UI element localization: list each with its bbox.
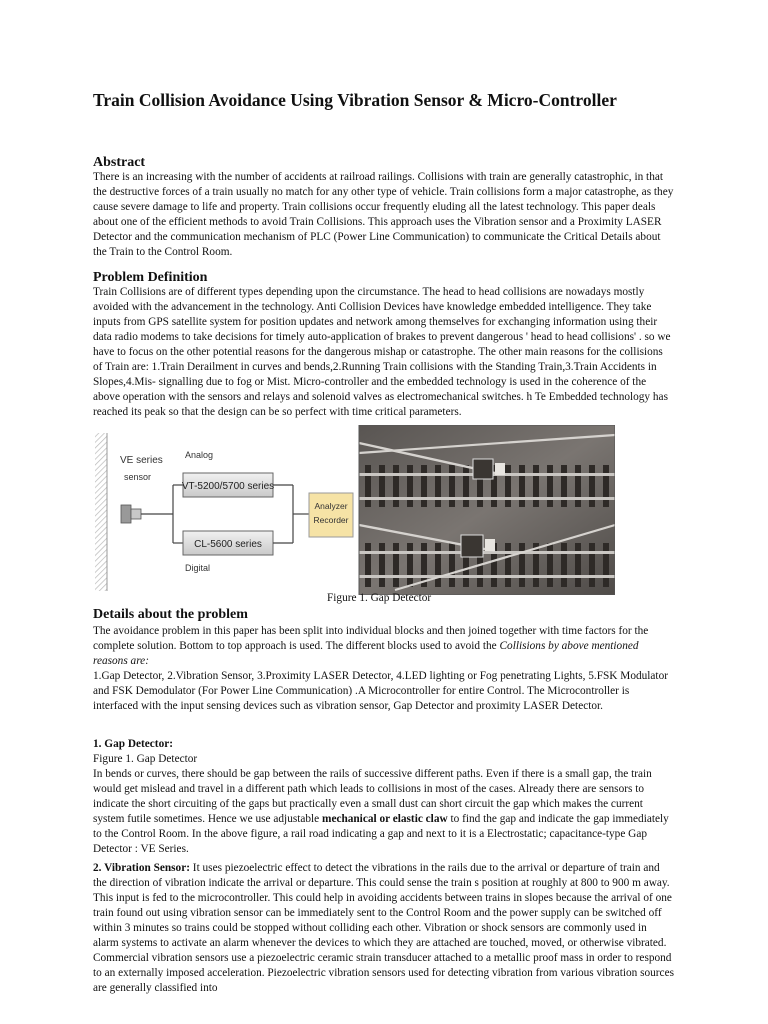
rail-gap-photo <box>359 425 615 595</box>
figure-caption: Figure 1. Gap Detector <box>327 592 432 604</box>
recorder-label: Recorder <box>313 515 349 525</box>
gap-heading: 1. Gap Detector: <box>93 738 173 750</box>
problem-heading: Problem Definition <box>93 270 208 285</box>
gap-figure-ref: Figure 1. Gap Detector <box>93 753 198 765</box>
details-text <box>93 624 675 714</box>
abstract-heading: Abstract <box>93 155 146 170</box>
problem-text: Train Collisions are of different types depending upon the circumstance. The head to head collisions are nowadays mostly avoided with the advancement in the technology. Anti Collision Devices have knowledge embedded intelligence. They take inputs from GPS satellite system for position updates and network among themselves for exchanging information using their data radio modems to take decisions for timely auto-application of brakes to prevent dangerous ' head to head collisions' . so we have to focus on the other potential reasons for the dangerous mishap or catastrophe. The other main reasons for the collisions of Train are: 1.Train Derailment in curves and bends,2.Running Train collisions with the Standing Train,3.Train Accidents in Slopes,4.Mis- signalling due to fog or Mist. Micro-controller and the embedded technology is used in the coherence of the above operation with the sensors and relays and solenoid valves as electromechanical switches. h Te Embedded technology has reached its peak so that the design can be so perfect with time critical parameters. <box>93 286 671 418</box>
abstract-text: There is an increasing with the number of accidents at railroad railings. Collisions with train are generally catastrophic, in that the destructive forces of a train usually no match for any other type of vehicle. Train collisions form a major catastrophe, as they cause severe damage to life and property. Train collisions occur frequently eluding all the latest technology. This paper deals about one of the efficient methods to avoid Train Collisions. This approach uses the Vibration sensor and a Proximity LASER Detector and the communication mechanism of PLC (Power Line Communication) to communicate the Critical Details about the Train to the Control Room. <box>93 171 674 258</box>
digital-label: Digital <box>185 563 211 573</box>
details-text-italic: Collisions by above mentioned reasons are: <box>93 640 639 667</box>
gap-detector-figure-svg <box>95 425 615 595</box>
vibration-section <box>93 861 675 996</box>
sensor-icon <box>121 505 131 523</box>
paper-title: Train Collision Avoidance Using Vibration Sensor & Micro-Controller <box>93 90 617 110</box>
cl-series-label: CL-5600 series <box>194 539 262 550</box>
sensor-label: sensor <box>124 472 152 482</box>
vibration-heading: 2. Vibration Sensor: <box>93 862 190 874</box>
block-diagram <box>95 433 353 591</box>
gap-text-1: In bends or curves, there should be gap between the rails of successive different paths. Even if there is a small gap, the train would get mislead and travel in a different path which leads to collisions in most of the cases. Already there are sensors to indicate the short circuiting of the gaps but practically even a small dust can short circuit the gap which makes the current system futile sometimes. Hence we use adjustable <box>93 768 652 825</box>
details-text-2: 1.Gap Detector, 2.Vibration Sensor, 3.Proximity LASER Detector, 4.LED lighting or Fog penetrating Lights, 5.FSK Modulator and FSK Demodulator (For Power Line Communication) .A Microcontroller for entire Control. The Microcontroller is interfaced with the input sensing devices such as vibration sensor, Gap Detector and proximity LASER Detector. <box>93 670 668 712</box>
gap-section <box>93 737 675 857</box>
gap-text-bold: mechanical or elastic claw <box>322 813 448 825</box>
analog-label: Analog <box>185 450 214 460</box>
analyzer-label: Analyzer <box>314 501 348 511</box>
vibration-text: It uses piezoelectric effect to detect the vibrations in the rails due to the arrival or departure of train and the direction of vibration indicate the arrival or departure. This could sense the train s position at roughly at 800 to 900 m away. This input is fed to the microcontroller. This could help in avoiding accidents between trains in slopes because the arrival of one train found out using vibration sensor can be immediately sent to the Control Room and the power supply can be switched off within 3 minutes so trains could be stopped without colliding each other. Vibration or shock sensors are commonly used in alarm systems to activate an alarm whenever the devices to which they are attached are touched, moved, or otherwise vibrated. Commercial vibration sensors use a piezoelectric ceramic strain transducer attached to a metallic proof mass in order to respond to an externally imposed acceleration. Piezoelectric vibration sensors used for detecting vibration from various vibration sources are generally classified into <box>93 862 674 994</box>
gap-text-2: to find the gap and indicate the gap immediately to the Control Room. In the above figure, a rail road indicating a gap and next to it is a Electrostatic; capacitance-type Gap Detector : VE Series. <box>93 813 669 855</box>
vt-series-label: VT-5200/5700 series <box>181 481 275 492</box>
details-heading: Details about the problem <box>93 607 248 622</box>
gap-detector-figure <box>95 425 615 595</box>
details-text-1: The avoidance problem in this paper has been split into individual blocks and then joined together with time factors for the complete solution. Bottom to top approach is used. The different blocks used to avoid the <box>93 625 649 652</box>
hatched-wall <box>95 433 107 591</box>
ve-series-label: VE series <box>120 455 163 466</box>
